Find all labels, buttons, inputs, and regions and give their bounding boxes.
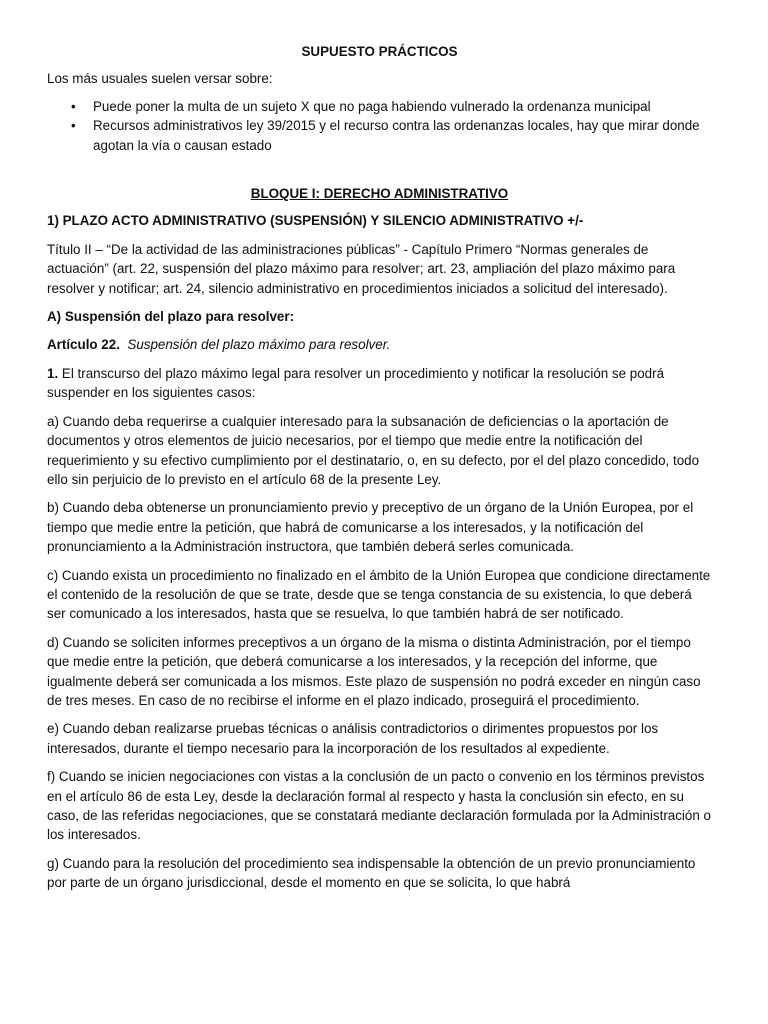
bullet-item: • Puede poner la multa de un sujeto X que no paga habiendo vulnerado la ordenanza municipal [47,97,712,116]
bullet-icon: • [71,118,76,134]
bullet-list [47,97,712,155]
subsection-heading: A) Suspensión del plazo para resolver: [47,309,295,325]
bullet-item: • Recursos administrativos ley 39/2015 y el recurso contra las ordenanzas locales, hay que mirar donde agotan la vía o causan estado [71,118,700,153]
titulo-paragraph: Título II – “De la actividad de las administraciones públicas” - Capítulo Primero “Normas generales de actuación” (art. 22, suspensión del plazo máximo para resolver; art. 23, ampliación del plazo máximo para resolver y notificar; art. 24, silencio administrativo en procedimientos iniciados a solicitud del interesado). [47,241,676,296]
list-item-f: f) Cuando se inicien negociaciones con vistas a la conclusión de un pacto o convenio en los términos previstos en el artículo 86 de esta Ley, desde la declaración formal al respecto y hasta la conclusión sin efecto, en su caso, de las referidas negociaciones, que se constatará mediante declaración formulada por la Administración o los interesados. [47,769,711,843]
article-label: Artículo 22. [47,337,120,353]
list-item-c: c) Cuando exista un procedimiento no finalizado en el ámbito de la Unión Europea que condicione directamente el contenido de la resolución de que se trate, desde que se tenga constancia de su existencia, lo que deberá ser comunicado a los interesados, hasta que se resuelva, lo que también habrá de ser notificado. [47,567,711,622]
list-item-g: g) Cuando para la resolución del procedimiento sea indispensable la obtención de un previo pronunciamiento por parte de un órgano jurisdiccional, desde el momento en que se solicita, lo que habrá [47,855,696,891]
list-item-a: a) Cuando deba requerirse a cualquier interesado para la subsanación de deficiencias o la aportación de documentos y otros elementos de juicio necesarios, por el tiempo que medie entre la notificación del requerimiento y su efectivo cumplimiento por el destinatario, o, en su defecto, por el del plazo concedido, todo ello sin perjuicio de lo previsto en el artículo 68 de la presente Ley. [47,413,700,487]
list-item-b: b) Cuando deba obtenerse un pronunciamiento previo y preceptivo de un órgano de la Unión Europea, por el tiempo que medie entre la petición, que habrá de comunicarse a los interesados, y la notificación del pronunciamiento a la Administración instructora, que también deberá serles comunicada. [47,500,694,555]
paragraph-number: 1. [47,365,59,381]
paragraph-1: 1. El transcurso del plazo máximo legal para resolver un procedimiento y notificar la resolución se podrá suspender en los siguientes casos: [47,365,665,401]
article-heading [47,335,712,354]
list-item-e: e) Cuando deban realizarse pruebas técnicas o análisis contradictorios o dirimentes propuestos por los interesados, durante el tiempo necesario para la incorporación de los resultados al expediente. [47,721,659,756]
list-item-d: d) Cuando se soliciten informes preceptivos a un órgano de la misma o distinta Administración, por el tiempo que medie entre la petición, que deberá comunicarse a los interesados, y la recepción del informe, que igualmente deberá ser comunicada a los mismos. Este plazo de suspensión no podrá exceder en ningún caso de tres meses. En caso de no recibirse el informe en el plazo indicado, proseguirá el procedimiento. [47,634,701,708]
intro-text: Los más usuales suelen versar sobre: [47,71,273,87]
bloque-heading: BLOQUE I: DERECHO ADMINISTRATIVO [250,186,509,202]
bullet-icon: • [71,98,76,114]
article-title: Suspensión del plazo máximo para resolver. [127,337,391,353]
section-heading: 1) PLAZO ACTO ADMINISTRATIVO (SUSPENSIÓN) Y SILENCIO ADMINISTRATIVO +/- [47,213,584,229]
document-title: SUPUESTO PRÁCTICOS [301,44,458,59]
